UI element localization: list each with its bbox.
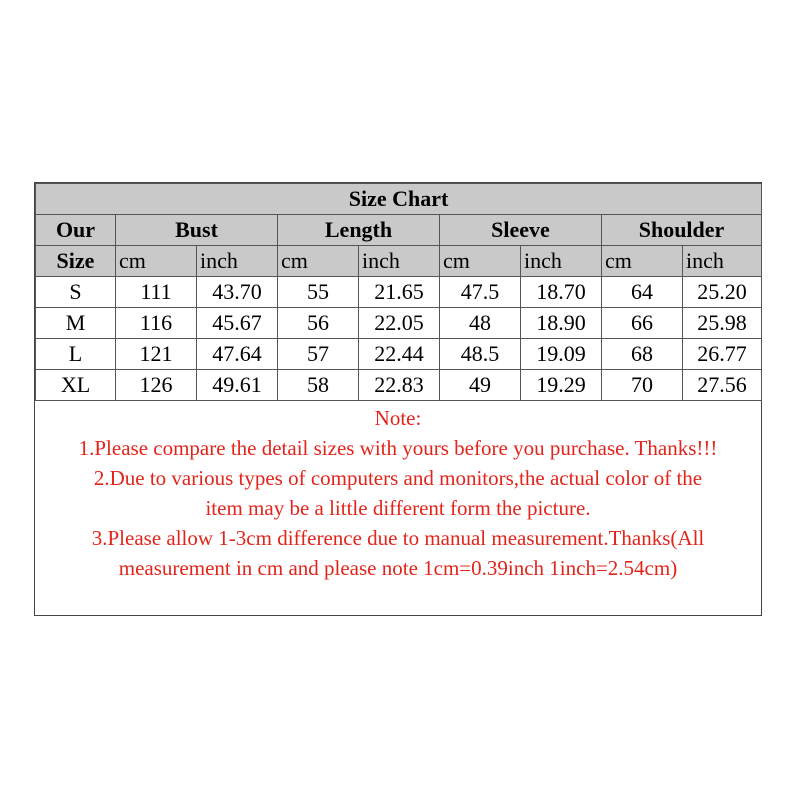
unit-bust-cm: cm xyxy=(116,246,197,277)
note-line: 3.Please allow 1-3cm difference due to manual measurement.Thanks(All xyxy=(91,526,705,550)
shoulder-cm-cell: 70 xyxy=(602,370,683,401)
length-cm-cell: 56 xyxy=(278,308,359,339)
sleeve-cm-cell: 49 xyxy=(440,370,521,401)
size-cell: S xyxy=(36,277,116,308)
header-bust: Bust xyxy=(116,215,278,246)
notes-section xyxy=(35,403,761,583)
unit-bust-inch: inch xyxy=(197,246,278,277)
note-line: 2.Due to various types of computers and monitors,the actual color of the xyxy=(93,466,703,490)
length-cm-cell: 55 xyxy=(278,277,359,308)
length-inch-cell: 22.44 xyxy=(359,339,440,370)
sleeve-inch-cell: 19.09 xyxy=(521,339,602,370)
table-row xyxy=(36,339,762,370)
size-chart xyxy=(34,182,762,616)
size-table xyxy=(35,183,762,401)
shoulder-inch-cell: 27.56 xyxy=(683,370,762,401)
unit-length-inch: inch xyxy=(359,246,440,277)
note-line: measurement in cm and please note 1cm=0.39inch 1inch=2.54cm) xyxy=(118,556,678,580)
unit-shoulder-inch: inch xyxy=(683,246,762,277)
shoulder-inch-cell: 25.20 xyxy=(683,277,762,308)
sleeve-inch-cell: 19.29 xyxy=(521,370,602,401)
size-label: Size xyxy=(36,246,116,277)
bust-inch-cell: 47.64 xyxy=(197,339,278,370)
bust-cm-cell: 111 xyxy=(116,277,197,308)
table-row xyxy=(36,277,762,308)
bust-inch-cell: 43.70 xyxy=(197,277,278,308)
size-cell: XL xyxy=(36,370,116,401)
length-inch-cell: 22.05 xyxy=(359,308,440,339)
length-inch-cell: 22.83 xyxy=(359,370,440,401)
unit-shoulder-cm: cm xyxy=(602,246,683,277)
title-row xyxy=(36,184,762,215)
note-line: item may be a little different form the picture. xyxy=(205,496,591,520)
length-cm-cell: 58 xyxy=(278,370,359,401)
sleeve-cm-cell: 48.5 xyxy=(440,339,521,370)
unit-sleeve-inch: inch xyxy=(521,246,602,277)
bust-cm-cell: 116 xyxy=(116,308,197,339)
table-row xyxy=(36,308,762,339)
shoulder-cm-cell: 64 xyxy=(602,277,683,308)
shoulder-inch-cell: 25.98 xyxy=(683,308,762,339)
table-row xyxy=(36,370,762,401)
bust-inch-cell: 45.67 xyxy=(197,308,278,339)
unit-header-row xyxy=(36,246,762,277)
note-line: 1.Please compare the detail sizes with yours before you purchase. Thanks!!! xyxy=(78,436,718,460)
chart-title: Size Chart xyxy=(36,184,762,215)
length-inch-cell: 21.65 xyxy=(359,277,440,308)
size-cell: M xyxy=(36,308,116,339)
unit-sleeve-cm: cm xyxy=(440,246,521,277)
sleeve-inch-cell: 18.70 xyxy=(521,277,602,308)
our-label: Our xyxy=(36,215,116,246)
shoulder-cm-cell: 66 xyxy=(602,308,683,339)
group-header-row xyxy=(36,215,762,246)
header-length: Length xyxy=(278,215,440,246)
shoulder-cm-cell: 68 xyxy=(602,339,683,370)
notes-heading: Note: xyxy=(374,406,422,430)
sleeve-cm-cell: 47.5 xyxy=(440,277,521,308)
sleeve-cm-cell: 48 xyxy=(440,308,521,339)
header-shoulder: Shoulder xyxy=(602,215,762,246)
size-cell: L xyxy=(36,339,116,370)
shoulder-inch-cell: 26.77 xyxy=(683,339,762,370)
length-cm-cell: 57 xyxy=(278,339,359,370)
header-sleeve: Sleeve xyxy=(440,215,602,246)
bust-cm-cell: 121 xyxy=(116,339,197,370)
unit-length-cm: cm xyxy=(278,246,359,277)
bust-inch-cell: 49.61 xyxy=(197,370,278,401)
sleeve-inch-cell: 18.90 xyxy=(521,308,602,339)
bust-cm-cell: 126 xyxy=(116,370,197,401)
